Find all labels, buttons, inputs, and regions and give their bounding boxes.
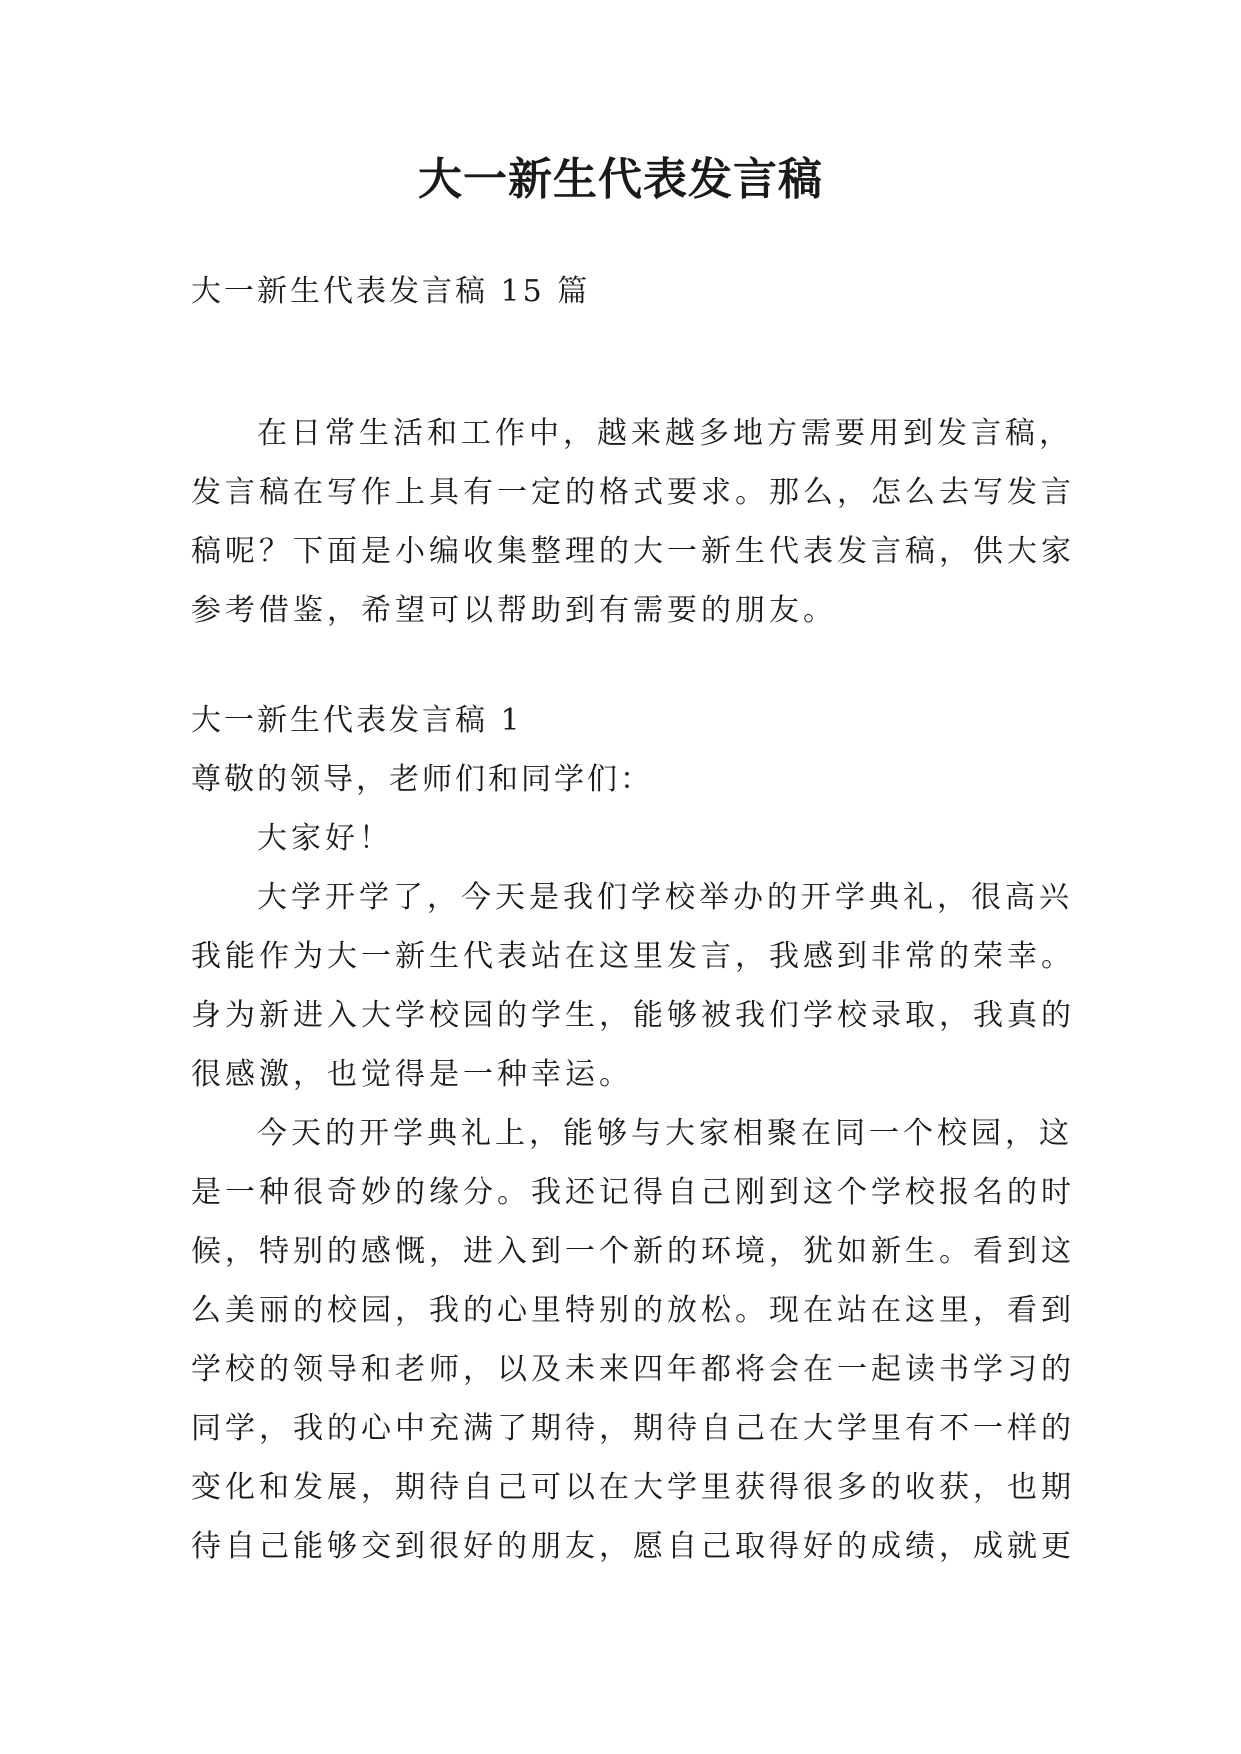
paragraph-line: 是一种很奇妙的缘分。我还记得自己刚到这个学校报名的时	[191, 1175, 1075, 1210]
document-title: 大一新生代表发言稿	[418, 154, 823, 205]
paragraph-line: 么美丽的校园，我的心里特别的放松。现在站在这里，看到	[191, 1293, 1075, 1328]
paragraph-line: 今天的开学典礼上，能够与大家相聚在同一个校园，这	[257, 1116, 1073, 1151]
paragraph-line: 学校的领导和老师，以及未来四年都将会在一起读书学习的	[191, 1352, 1075, 1387]
intro-line: 发言稿在写作上具有一定的格式要求。那么，怎么去写发言	[191, 475, 1075, 510]
intro-line: 稿呢？下面是小编收集整理的大一新生代表发言稿，供大家	[191, 534, 1075, 569]
intro-line: 参考借鉴，希望可以帮助到有需要的朋友。	[191, 593, 837, 628]
speech-greeting: 尊敬的领导，老师们和同学们：	[191, 762, 653, 797]
paragraph-line: 同学，我的心中充满了期待，期待自己在大学里有不一样的	[191, 1411, 1075, 1446]
speech-hello: 大家好！	[257, 821, 393, 856]
intro-line: 在日常生活和工作中，越来越多地方需要用到发言稿，	[257, 416, 1073, 451]
speech-paragraph-2	[191, 1104, 1075, 1576]
paragraph-line: 候，特别的感慨，进入到一个新的环境，犹如新生。看到这	[191, 1234, 1075, 1269]
paragraph-line: 很感激，也觉得是一种幸运。	[191, 1057, 633, 1092]
intro-paragraph	[191, 404, 1075, 640]
document-subtitle: 大一新生代表发言稿 15 篇	[191, 274, 591, 309]
paragraph-line: 变化和发展，期待自己可以在大学里获得很多的收获，也期	[191, 1470, 1075, 1505]
paragraph-line: 身为新进入大学校园的学生，能够被我们学校录取，我真的	[191, 998, 1075, 1033]
paragraph-line: 大学开学了，今天是我们学校举办的开学典礼，很高兴	[257, 880, 1073, 915]
paragraph-line: 我能作为大一新生代表站在这里发言，我感到非常的荣幸。	[191, 939, 1075, 974]
speech-paragraph-1	[191, 868, 1075, 1104]
paragraph-line: 待自己能够交到很好的朋友，愿自己取得好的成绩，成就更	[191, 1529, 1075, 1564]
section-heading: 大一新生代表发言稿 1	[191, 703, 523, 738]
